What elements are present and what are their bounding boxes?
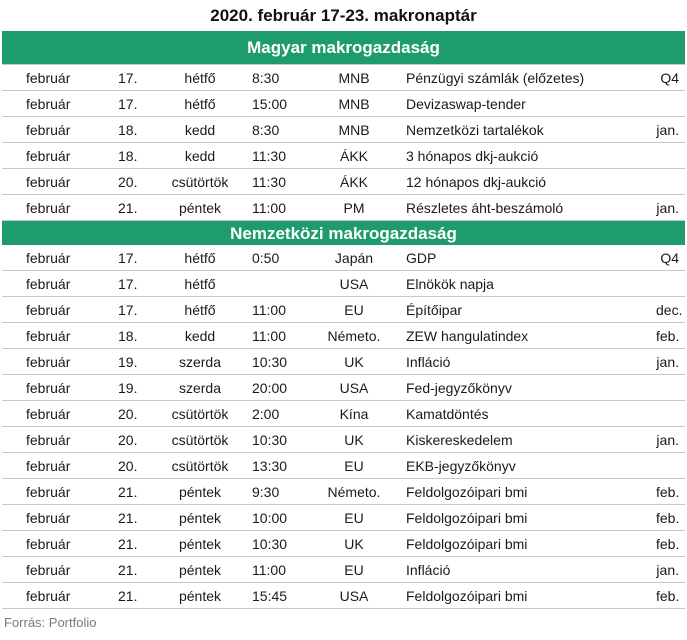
table-row	[2, 195, 685, 221]
source-cell: MNB	[314, 91, 394, 117]
time-cell: 11:00	[246, 557, 314, 583]
event-cell: Devizaswap-tender	[394, 91, 656, 117]
month-cell: február	[2, 427, 118, 453]
event-cell: Feldolgozóipari bmi	[394, 531, 656, 557]
month-cell: február	[2, 297, 118, 323]
weekday-cell: péntek	[154, 195, 246, 221]
time-cell: 8:30	[246, 117, 314, 143]
time-cell: 13:30	[246, 453, 314, 479]
period-cell: jan.	[656, 117, 685, 143]
table-row	[2, 169, 685, 195]
time-cell	[246, 271, 314, 297]
table-row	[2, 427, 685, 453]
event-cell: Feldolgozóipari bmi	[394, 479, 656, 505]
event-cell: Kamatdöntés	[394, 401, 656, 427]
time-cell: 10:00	[246, 505, 314, 531]
source-cell: Németo.	[314, 479, 394, 505]
period-cell	[656, 375, 685, 401]
time-cell: 11:00	[246, 297, 314, 323]
period-cell	[656, 169, 685, 195]
event-cell: 3 hónapos dkj-aukció	[394, 143, 656, 169]
weekday-cell: csütörtök	[154, 401, 246, 427]
table-row	[2, 375, 685, 401]
time-cell: 11:00	[246, 195, 314, 221]
table-row	[2, 65, 685, 91]
source-cell: EU	[314, 557, 394, 583]
period-cell	[656, 401, 685, 427]
event-cell: GDP	[394, 245, 656, 271]
event-cell: ZEW hangulatindex	[394, 323, 656, 349]
section-intl-header: Nemzetközi makrogazdaság	[2, 221, 685, 245]
period-cell: jan.	[656, 195, 685, 221]
month-cell: február	[2, 349, 118, 375]
day-cell: 17.	[118, 245, 154, 271]
source-cell: USA	[314, 375, 394, 401]
source-cell: Kína	[314, 401, 394, 427]
day-cell: 17.	[118, 91, 154, 117]
source-cell: EU	[314, 453, 394, 479]
period-cell: jan.	[656, 557, 685, 583]
weekday-cell: kedd	[154, 143, 246, 169]
table-row	[2, 271, 685, 297]
weekday-cell: kedd	[154, 117, 246, 143]
section-hu-table	[2, 64, 685, 221]
event-cell: Feldolgozóipari bmi	[394, 583, 656, 609]
time-cell: 11:30	[246, 143, 314, 169]
table-row	[2, 557, 685, 583]
weekday-cell: csütörtök	[154, 169, 246, 195]
weekday-cell: hétfő	[154, 91, 246, 117]
section-intl-table	[2, 245, 685, 609]
table-row	[2, 505, 685, 531]
source-cell: EU	[314, 297, 394, 323]
source-cell: ÁKK	[314, 169, 394, 195]
event-cell: Fed-jegyzőkönyv	[394, 375, 656, 401]
day-cell: 19.	[118, 375, 154, 401]
month-cell: február	[2, 557, 118, 583]
table-row	[2, 297, 685, 323]
source-cell: Németo.	[314, 323, 394, 349]
day-cell: 20.	[118, 427, 154, 453]
period-cell: Q4	[656, 245, 685, 271]
source-cell: MNB	[314, 65, 394, 91]
period-cell: jan.	[656, 349, 685, 375]
day-cell: 17.	[118, 271, 154, 297]
source-cell: MNB	[314, 117, 394, 143]
day-cell: 20.	[118, 453, 154, 479]
month-cell: február	[2, 65, 118, 91]
month-cell: február	[2, 271, 118, 297]
table-row	[2, 479, 685, 505]
source-cell: ÁKK	[314, 143, 394, 169]
month-cell: február	[2, 453, 118, 479]
month-cell: február	[2, 117, 118, 143]
day-cell: 19.	[118, 349, 154, 375]
time-cell: 10:30	[246, 427, 314, 453]
weekday-cell: hétfő	[154, 271, 246, 297]
month-cell: február	[2, 323, 118, 349]
event-cell: Pénzügyi számlák (előzetes)	[394, 65, 656, 91]
period-cell: feb.	[656, 531, 685, 557]
time-cell: 11:30	[246, 169, 314, 195]
event-cell: EKB-jegyzőkönyv	[394, 453, 656, 479]
table-row	[2, 531, 685, 557]
time-cell: 8:30	[246, 65, 314, 91]
day-cell: 18.	[118, 323, 154, 349]
time-cell: 2:00	[246, 401, 314, 427]
weekday-cell: péntek	[154, 531, 246, 557]
source-cell: Japán	[314, 245, 394, 271]
period-cell: feb.	[656, 583, 685, 609]
event-cell: Elnökök napja	[394, 271, 656, 297]
time-cell: 15:45	[246, 583, 314, 609]
weekday-cell: péntek	[154, 505, 246, 531]
source-cell: PM	[314, 195, 394, 221]
period-cell: feb.	[656, 479, 685, 505]
weekday-cell: csütörtök	[154, 427, 246, 453]
event-cell: Nemzetközi tartalékok	[394, 117, 656, 143]
event-cell: Infláció	[394, 349, 656, 375]
day-cell: 21.	[118, 505, 154, 531]
time-cell: 11:00	[246, 323, 314, 349]
period-cell	[656, 453, 685, 479]
table-row	[2, 91, 685, 117]
day-cell: 17.	[118, 65, 154, 91]
weekday-cell: hétfő	[154, 65, 246, 91]
calendar-title: 2020. február 17-23. makronaptár	[210, 6, 477, 25]
event-cell: Részletes áht-beszámoló	[394, 195, 656, 221]
month-cell: február	[2, 375, 118, 401]
table-row	[2, 583, 685, 609]
month-cell: február	[2, 143, 118, 169]
time-cell: 15:00	[246, 91, 314, 117]
month-cell: február	[2, 91, 118, 117]
table-row	[2, 453, 685, 479]
period-cell	[656, 271, 685, 297]
month-cell: február	[2, 245, 118, 271]
period-cell	[656, 143, 685, 169]
table-row	[2, 143, 685, 169]
month-cell: február	[2, 195, 118, 221]
section-hu-header: Magyar makrogazdaság	[2, 31, 685, 64]
weekday-cell: csütörtök	[154, 453, 246, 479]
day-cell: 18.	[118, 143, 154, 169]
day-cell: 21.	[118, 531, 154, 557]
source-note: Forrás: Portfolio	[4, 615, 97, 630]
event-cell: 12 hónapos dkj-aukció	[394, 169, 656, 195]
month-cell: február	[2, 583, 118, 609]
month-cell: február	[2, 479, 118, 505]
source-cell: UK	[314, 427, 394, 453]
day-cell: 21.	[118, 195, 154, 221]
month-cell: február	[2, 531, 118, 557]
day-cell: 21.	[118, 557, 154, 583]
weekday-cell: kedd	[154, 323, 246, 349]
event-cell: Kiskereskedelem	[394, 427, 656, 453]
table-row	[2, 117, 685, 143]
day-cell: 21.	[118, 479, 154, 505]
weekday-cell: szerda	[154, 375, 246, 401]
weekday-cell: péntek	[154, 583, 246, 609]
day-cell: 17.	[118, 297, 154, 323]
event-cell: Építőipar	[394, 297, 656, 323]
event-cell: Infláció	[394, 557, 656, 583]
period-cell	[656, 91, 685, 117]
time-cell: 9:30	[246, 479, 314, 505]
source-cell: USA	[314, 271, 394, 297]
time-cell: 10:30	[246, 531, 314, 557]
weekday-cell: hétfő	[154, 297, 246, 323]
table-row	[2, 323, 685, 349]
period-cell: feb.	[656, 323, 685, 349]
period-cell: jan.	[656, 427, 685, 453]
period-cell: dec.	[656, 297, 685, 323]
day-cell: 18.	[118, 117, 154, 143]
day-cell: 21.	[118, 583, 154, 609]
period-cell: Q4	[656, 65, 685, 91]
time-cell: 0:50	[246, 245, 314, 271]
weekday-cell: hétfő	[154, 245, 246, 271]
month-cell: február	[2, 505, 118, 531]
weekday-cell: szerda	[154, 349, 246, 375]
time-cell: 20:00	[246, 375, 314, 401]
weekday-cell: péntek	[154, 557, 246, 583]
source-cell: EU	[314, 505, 394, 531]
period-cell: feb.	[656, 505, 685, 531]
source-cell: USA	[314, 583, 394, 609]
source-cell: UK	[314, 531, 394, 557]
table-row	[2, 401, 685, 427]
source-cell: UK	[314, 349, 394, 375]
time-cell: 10:30	[246, 349, 314, 375]
table-row	[2, 245, 685, 271]
event-cell: Feldolgozóipari bmi	[394, 505, 656, 531]
day-cell: 20.	[118, 401, 154, 427]
day-cell: 20.	[118, 169, 154, 195]
weekday-cell: péntek	[154, 479, 246, 505]
month-cell: február	[2, 401, 118, 427]
table-row	[2, 349, 685, 375]
month-cell: február	[2, 169, 118, 195]
